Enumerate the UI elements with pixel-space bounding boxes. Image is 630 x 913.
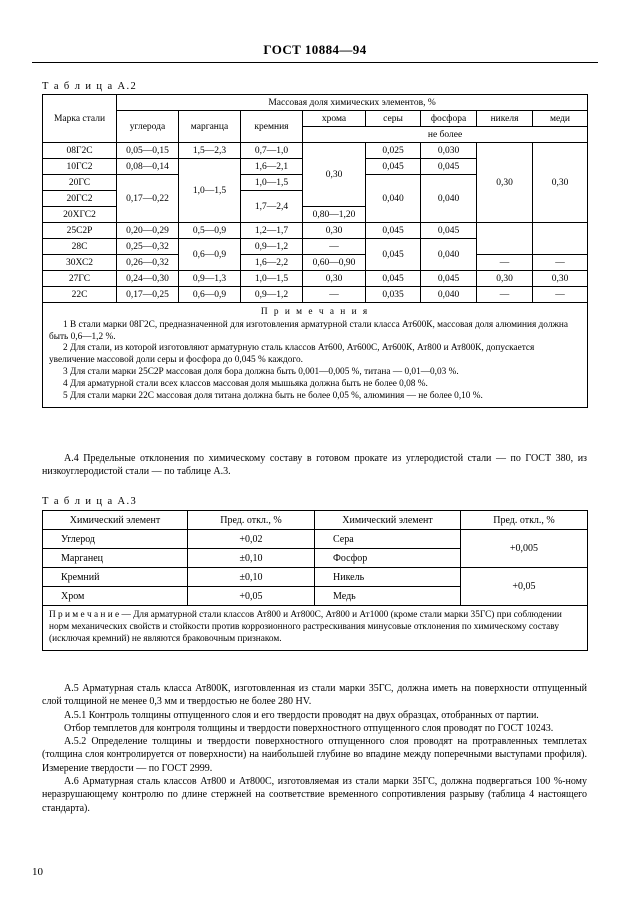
header-cell-group: Массовая доля химических элементов, % xyxy=(117,95,588,111)
cell-carbon: 0,25—0,32 xyxy=(117,239,179,255)
cell-deviation: +0,05 xyxy=(188,587,315,606)
cell-copper: 0,30 xyxy=(533,271,588,287)
cell-deviation: ±0,10 xyxy=(188,568,315,587)
header-cell-silicon: кремния xyxy=(241,111,303,143)
note-item: 5 Для стали марки 22С массовая доля титана должна быть не более 0,05 %, алюминия — не более 0,10 %. xyxy=(63,390,483,401)
cell-chromium: — xyxy=(303,287,366,303)
cell-element: Хром xyxy=(43,587,188,606)
table-a3-note: П р и м е ч а н и е — Для арматурной стали классов Ат800 и Ат800С, Ат800 и Ат1000 (кроме стали марки 35ГС) при соблюдении норм механических свойств и стойкости против коррозионного растрескивания минусовые отклонения по химическому составу (исключая кремний) не являются браковочным признаком. xyxy=(43,606,588,651)
cell-chromium: 0,60—0,90 xyxy=(303,255,366,271)
header-cell-manganese: марганца xyxy=(179,111,241,143)
cell-mark: 22С xyxy=(43,287,117,303)
cell-sulfur-merged: 0,040 xyxy=(366,175,421,223)
cell-mark: 20ГС xyxy=(43,175,117,191)
table-row xyxy=(43,606,588,651)
table-row xyxy=(43,223,588,239)
table-row xyxy=(43,255,588,271)
cell-carbon: 0,17—0,25 xyxy=(117,287,179,303)
cell-mark: 20ХГС2 xyxy=(43,207,117,223)
header-cell-phosphorus: фосфора xyxy=(421,111,477,127)
cell-phosphorus: 0,040 xyxy=(421,287,477,303)
page-header: ГОСТ 10884—94 xyxy=(263,42,367,57)
header-cell-sulfur: серы xyxy=(366,111,421,127)
table-a3-caption: Т а б л и ц а А.3 xyxy=(42,496,138,507)
table-row xyxy=(43,568,588,587)
paragraph-templates: Отбор темплетов для контроля толщины и твердости поверхностного отпущенного слоя проводят по ГОСТ 10243. xyxy=(64,722,554,734)
note-item: 3 Для стали марки 25С2Р массовая доля бора должна быть 0,001—0,005 %, титана — 0,01—0,03 %. xyxy=(63,366,459,377)
cell-manganese: 0,5—0,9 xyxy=(179,223,241,239)
cell-sulfur: 0,045 xyxy=(366,159,421,175)
cell-phosphorus-merged: 0,040 xyxy=(421,175,477,223)
paragraph-a4: А.4 Предельные отклонения по химическому составу в готовом прокате из углеродистой стали — по ГОСТ 380, из низкоуглеродистой стали — по таблице А.3. xyxy=(42,453,587,477)
header-cell-carbon: углерода xyxy=(117,111,179,143)
header-cell-not-more: не более xyxy=(303,127,588,143)
cell-mark: 28С xyxy=(43,239,117,255)
cell-mark: 08Г2С xyxy=(43,143,117,159)
note-item: 4 Для арматурной стали всех классов массовая доля мышьяка должна быть не более 0,08 %. xyxy=(63,378,428,389)
cell-manganese: 0,6—0,9 xyxy=(179,287,241,303)
cell-chromium: — xyxy=(303,239,366,255)
table-row xyxy=(43,511,588,530)
cell-manganese: 0,9—1,3 xyxy=(179,271,241,287)
cell-carbon: 0,24—0,30 xyxy=(117,271,179,287)
cell-deviation: ±0,10 xyxy=(188,549,315,568)
cell-nickel xyxy=(477,223,533,255)
cell-silicon: 0,7—1,0 xyxy=(241,143,303,159)
cell-silicon: 0,9—1,2 xyxy=(241,287,303,303)
cell-nickel: — xyxy=(477,287,533,303)
cell-sulfur: 0,045 xyxy=(366,223,421,239)
page-number: 10 xyxy=(32,866,43,878)
cell-mark: 25С2Р xyxy=(43,223,117,239)
cell-copper xyxy=(533,223,588,255)
table-row xyxy=(43,530,588,549)
note-item: 1 В стали марки 08Г2С, предназначенной для изготовления арматурной стали класса Ат600К, массовая доля алюминия должна быть 0,6—1,2 %. xyxy=(49,319,568,342)
cell-element: Никель xyxy=(315,568,461,587)
cell-deviation: +0,02 xyxy=(188,530,315,549)
header-rule xyxy=(32,62,598,63)
note-item: 2 Для стали, из которой изготовляют арматурную сталь классов Ат600, Ат600С, Ат600К, Ат800 и Ат800К, допускается увеличение массовой доли серы и фосфора до 0,045 % каждого. xyxy=(49,343,535,366)
table-row xyxy=(43,271,588,287)
cell-mark: 30ХС2 xyxy=(43,255,117,271)
header-cell-copper: меди xyxy=(533,111,588,127)
header-cell-dev-1: Пред. откл., % xyxy=(188,511,315,530)
cell-manganese: 1,5—2,3 xyxy=(179,143,241,159)
body-text-block xyxy=(42,682,587,815)
cell-manganese-merged: 0,6—0,9 xyxy=(179,239,241,271)
cell-copper: — xyxy=(533,255,588,271)
cell-silicon: 1,6—2,1 xyxy=(241,159,303,175)
cell-silicon-merged: 1,7—2,4 xyxy=(241,191,303,223)
header-cell-nickel: никеля xyxy=(477,111,533,127)
cell-deviation-merged: +0,005 xyxy=(461,530,588,568)
table-a2 xyxy=(42,94,588,408)
cell-phosphorus-merged: 0,040 xyxy=(421,239,477,271)
paragraph-a5: А.5 Арматурная сталь класса Ат800К, изготовленная из стали марки 35ГС, должна иметь на поверхности отпущенный слой толщиной не менее 0,3 мм и твердостью не более 280 HV. xyxy=(42,683,587,708)
cell-silicon: 1,2—1,7 xyxy=(241,223,303,239)
cell-element: Фосфор xyxy=(315,549,461,568)
table-a3 xyxy=(42,510,588,651)
cell-silicon: 0,9—1,2 xyxy=(241,239,303,255)
header-cell-dev-2: Пред. откл., % xyxy=(461,511,588,530)
cell-mark: 27ГС xyxy=(43,271,117,287)
notes-title: П р и м е ч а н и я xyxy=(260,307,370,317)
table-row xyxy=(43,95,588,111)
cell-phosphorus: 0,030 xyxy=(421,143,477,159)
cell-chromium: 0,30 xyxy=(303,223,366,239)
table-row xyxy=(43,303,588,408)
cell-sulfur: 0,025 xyxy=(366,143,421,159)
cell-carbon: 0,08—0,14 xyxy=(117,159,179,175)
cell-carbon: 0,26—0,32 xyxy=(117,255,179,271)
table-a2-container xyxy=(42,94,587,408)
cell-chromium: 0,80—1,20 xyxy=(303,207,366,223)
cell-element: Сера xyxy=(315,530,461,549)
header-cell-element-1: Химический элемент xyxy=(43,511,188,530)
cell-sulfur: 0,035 xyxy=(366,287,421,303)
table-a2-notes xyxy=(43,303,588,408)
cell-mark: 20ГС2 xyxy=(43,191,117,207)
cell-carbon: 0,20—0,29 xyxy=(117,223,179,239)
table-row xyxy=(43,143,588,159)
header-cell-chromium: хрома xyxy=(303,111,366,127)
table-a3-container xyxy=(42,510,587,651)
cell-phosphorus: 0,045 xyxy=(421,159,477,175)
cell-carbon-merged: 0,17—0,22 xyxy=(117,175,179,223)
cell-element: Медь xyxy=(315,587,461,606)
cell-nickel-merged: 0,30 xyxy=(477,143,533,223)
cell-element: Углерод xyxy=(43,530,188,549)
cell-silicon: 1,0—1,5 xyxy=(241,271,303,287)
cell-deviation-merged: +0,05 xyxy=(461,568,588,606)
paragraph-a6: А.6 Арматурная сталь классов Ат800 и Ат800С, изготовляемая из стали марки 35ГС, должна подвергаться 100 %-ному неразрушающему контролю по длине стержней на соответствие временного сопротивления разрыву (таблица 4 настоящего стандарта). xyxy=(42,776,587,814)
cell-phosphorus: 0,045 xyxy=(421,271,477,287)
cell-sulfur: 0,045 xyxy=(366,271,421,287)
header-cell-element-2: Химический элемент xyxy=(315,511,461,530)
cell-element: Марганец xyxy=(43,549,188,568)
cell-copper-merged: 0,30 xyxy=(533,143,588,223)
table-row xyxy=(43,287,588,303)
cell-manganese-merged: 1,0—1,5 xyxy=(179,159,241,223)
cell-chromium-merged: 0,30 xyxy=(303,143,366,207)
header-cell-mark: Марка стали xyxy=(43,95,117,143)
paragraph-a5-2: А.5.2 Определение толщины и твердости поверхностного отпущенного слоя проводят на протравленных темплетах (толщина слоя контролируется от поверхности) на наибольшей глубине во впадине между поперечными выступами профиля). Измерение твердости — по ГОСТ 2999. xyxy=(42,736,587,774)
cell-phosphorus: 0,045 xyxy=(421,223,477,239)
cell-copper: — xyxy=(533,287,588,303)
cell-mark: 10ГС2 xyxy=(43,159,117,175)
cell-sulfur-merged: 0,045 xyxy=(366,239,421,271)
cell-nickel: 0,30 xyxy=(477,271,533,287)
cell-element: Кремний xyxy=(43,568,188,587)
table-row xyxy=(43,111,588,127)
cell-carbon: 0,05—0,15 xyxy=(117,143,179,159)
cell-silicon: 1,6—2,2 xyxy=(241,255,303,271)
cell-nickel: — xyxy=(477,255,533,271)
table-a2-caption: Т а б л и ц а А.2 xyxy=(42,81,138,92)
cell-chromium: 0,30 xyxy=(303,271,366,287)
cell-silicon: 1,0—1,5 xyxy=(241,175,303,191)
paragraph-a5-1: А.5.1 Контроль толщины отпущенного слоя и его твердости проводят на двух образцах, отобранных от партии. xyxy=(64,709,539,721)
